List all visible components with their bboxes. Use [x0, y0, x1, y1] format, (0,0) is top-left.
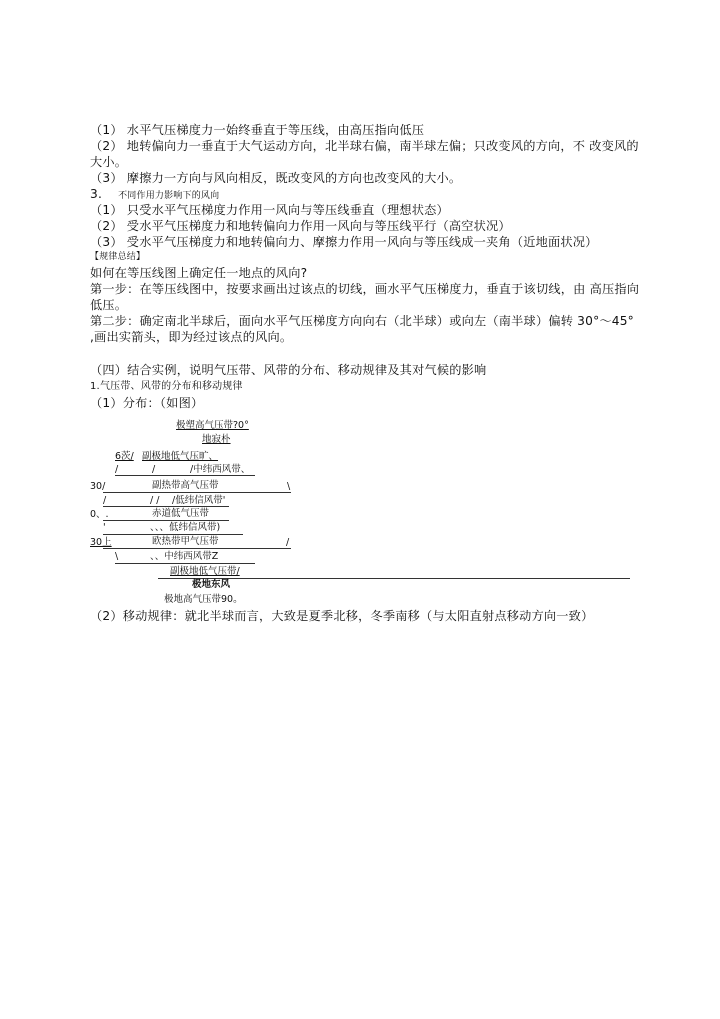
belt-line — [103, 548, 291, 549]
belt-label-westerlies-n: /中纬西风带、 — [190, 464, 251, 475]
wind-arrow-mark: \ — [287, 481, 291, 492]
belt-label-subtropical-high-s: 欧热带甲气压带 — [152, 536, 219, 547]
belt-label-subpolar-low-s: 副极地低气压带/ — [170, 566, 240, 577]
text-line-wind-case-2: （2） 受水平气压梯度力和地转偏向力作用一风向与等压线平行（高空状况） — [90, 219, 511, 233]
text-line-movement: （2）移动规律：就北半球而言，大致是夏季北移，冬季南移（与太阳直射点移动方向一致） — [90, 609, 594, 623]
belt-label-polar-high-s: 极地高气压带90。 — [164, 594, 243, 605]
section-number: 3. — [90, 187, 103, 201]
wind-arrow-mark: / — [115, 464, 119, 475]
belt-label-subpolar-low: 副极地低气压旷、 — [142, 451, 219, 462]
text-line-step-2-cont: ,画出实箭头，即为经过该点的风向。 — [90, 330, 293, 344]
text-line-step-1: 第一步：在等压线图中，按要求画出过该点的切线，画水平气压梯度力，垂直于该切线，由 高压指向 — [90, 282, 640, 296]
wind-arrow-mark: \ — [115, 551, 119, 562]
belt-label-westerlies-s: 、、中纬西风带Z — [150, 551, 219, 562]
text-line-step-1-cont: 低压。 — [90, 298, 128, 312]
belt-label-equatorial-low: 赤道低气压带 — [152, 508, 210, 519]
wind-arrow-mark: / — [103, 495, 107, 506]
belt-label-polar-east-s: 极地东风 — [192, 579, 231, 590]
text-line-force-friction: （3） 摩擦力一方向与风向相反，既改变风的方向也改变风的大小。 — [90, 171, 462, 185]
wind-arrow-mark: / — [152, 464, 156, 475]
section-heading-3 — [90, 186, 219, 202]
wind-arrow-mark: ' — [103, 522, 106, 533]
belt-lat-0: 0、. — [90, 509, 109, 520]
belt-label-polar-east: 地寂朴 — [202, 434, 231, 445]
subsection-title: 1.气压带、风带的分布和移动规律 — [90, 381, 243, 392]
text-line-wind-case-3: （3） 受水平气压梯度力和地转偏向力、摩擦力作用一风向与等压线成一夹角（近地面状况） — [90, 235, 598, 249]
text-line-coriolis-cont: 大小。 — [90, 155, 128, 169]
belt-line — [103, 520, 229, 521]
text-line-distribution: （1）分布：（如图） — [90, 396, 204, 410]
text-line-force-pressure-gradient: （1） 水平气压梯度力一始终垂直于等压线，由高压指向低压 — [90, 123, 425, 137]
belt-line — [103, 492, 291, 493]
summary-label: 【规律总结】 — [90, 252, 146, 262]
belt-label-trades-n: /低纬信风带' — [172, 495, 226, 506]
text-line-force-coriolis: （2） 地转偏向力一垂直于大气运动方向，北半球右偏，南半球左偏；只改变风的方向，不 改变风的 — [90, 139, 639, 153]
belt-line — [115, 563, 255, 564]
text-line-step-2: 第二步：确定南北半球后，面向水平气压梯度方向向右（北半球）或向左（南半球）偏转 30°～45° — [90, 314, 634, 328]
wind-arrow-mark: / — [286, 537, 290, 548]
text-line-section-4: （四）结合实例，说明气压带、风带的分布、移动规律及其对气候的影响 — [90, 363, 487, 377]
belt-line — [103, 534, 243, 535]
belt-lat-60: 6茨/ — [115, 451, 134, 462]
belt-lat-30n: 30/ — [90, 481, 106, 492]
text-line-wind-case-1: （1） 只受水平气压梯度力作用一风向与等压线垂直（理想状态） — [90, 203, 449, 217]
belt-lat-30s: 30上 — [90, 537, 112, 548]
section-title: 不同作用力影响下的风向 — [118, 191, 220, 201]
text-line-question: 如何在等压线图上确定任一地点的风向? — [90, 266, 308, 280]
belt-label-subtropical-high-n: 副热带高气压带 — [152, 480, 219, 491]
wind-arrow-marks: / / — [150, 495, 160, 506]
belt-label-polar-high: 极塑高气压带?0° — [176, 420, 249, 431]
belt-label-trades-s: 、、、低纬信风带) — [150, 522, 221, 533]
